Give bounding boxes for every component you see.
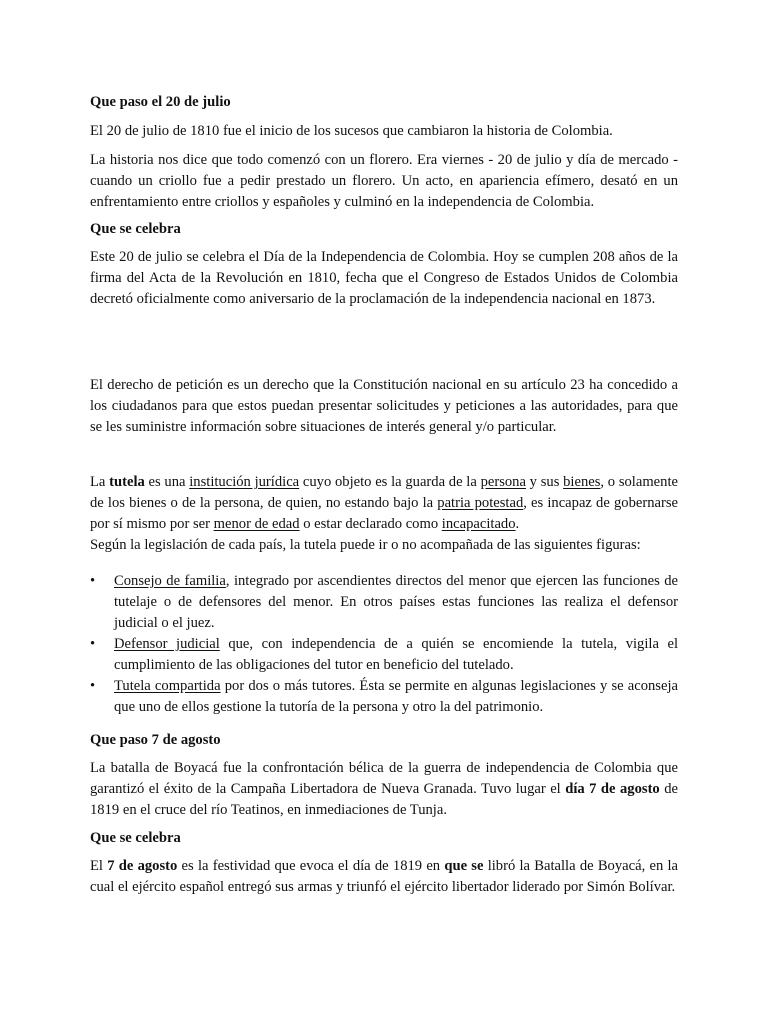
- link-defensor-judicial[interactable]: Defensor judicial: [114, 636, 220, 652]
- paragraph-festividad: [90, 856, 678, 898]
- link-persona[interactable]: persona: [480, 474, 526, 490]
- boyaca-bold-date: día 7 de agosto: [565, 781, 660, 797]
- tutela-text: .: [515, 516, 520, 532]
- paragraph-independencia: Este 20 de julio se celebra el Día de la Independencia de Colombia. Hoy se cumplen 208 años de la firma del Acta de la Revolución en 1810, fecha que el Congreso de Estados Unidos de Colombia decretó oficialmente como aniversario de la proclamación de la independencia nacional en 1873.: [90, 249, 678, 307]
- list-item: [90, 676, 678, 718]
- list-item: [90, 634, 678, 676]
- link-consejo-de-familia[interactable]: Consejo de familia: [114, 573, 226, 589]
- tutela-text: cuyo objeto es la guarda de la: [299, 474, 481, 490]
- festividad-bold-que-se: que se: [444, 858, 484, 874]
- list-item-text: que, con independencia de a quién se encomiende la tutela, vigila el cumplimiento de las obligaciones del tutor en beneficio del tutelado.: [114, 636, 679, 673]
- tutela-text: , es incapaz de gobernarse por sí mismo por ser: [90, 495, 678, 532]
- link-bienes[interactable]: bienes: [563, 474, 601, 490]
- boyaca-text: La batalla de Boyacá fue la confrontación bélica de la guerra de independencia de Colombia que garantizó el éxito de la Campaña Libertadora de Nueva Granada. Tuvo lugar el: [90, 760, 678, 797]
- link-incapacitado[interactable]: incapacitado: [441, 516, 516, 532]
- list-item: [90, 571, 678, 634]
- tutela-figuras-list: [90, 571, 678, 718]
- link-institucion-juridica[interactable]: institución jurídica: [189, 474, 300, 490]
- tutela-text: o estar declarado como: [299, 516, 442, 532]
- boyaca-text: de 1819 en el cruce del río Teatinos, en inmediaciones de Tunja.: [90, 781, 678, 818]
- festividad-text: es la festividad que evoca el día de 1819 en: [177, 858, 445, 874]
- link-patria-potestad[interactable]: patria potestad: [437, 495, 524, 511]
- heading-que-se-celebra-2: Que se celebra: [90, 830, 181, 846]
- tutela-text: , o solamente de los bienes o de la persona, de quien, no estando bajo la: [90, 474, 678, 511]
- bullet-icon: •: [90, 678, 96, 694]
- festividad-text: libró la Batalla de Boyacá, en la cual el ejército español entregó sus armas y triunfó el ejército libertador liderado por Simón Bolívar.: [90, 858, 679, 895]
- heading-que-se-celebra-1: Que se celebra: [90, 221, 181, 237]
- paragraph-20-julio-intro: El 20 de julio de 1810 fue el inicio de los sucesos que cambiaron la historia de Colombia.: [90, 123, 613, 139]
- paragraph-tutela: [90, 472, 678, 535]
- tutela-text: es una: [144, 474, 190, 490]
- paragraph-florero: La historia nos dice que todo comenzó con un florero. Era viernes - 20 de julio y día de mercado - cuando un criollo fue a pedir prestado un florero. Un acto, en apariencia efímero, desató en un enfrentamiento entre criollos y españoles y culminó en la independencia de Colombia.: [90, 152, 678, 210]
- link-menor-de-edad[interactable]: menor de edad: [213, 516, 300, 532]
- paragraph-tutela-figuras: Según la legislación de cada país, la tutela puede ir o no acompañada de las siguientes figuras:: [90, 537, 641, 553]
- bullet-icon: •: [90, 636, 96, 652]
- festividad-text: El: [90, 858, 108, 874]
- heading-7-agosto: Que paso 7 de agosto: [90, 732, 221, 748]
- paragraph-batalla-boyaca: [90, 758, 678, 821]
- bullet-icon: •: [90, 573, 96, 589]
- tutela-text: La: [90, 474, 110, 490]
- paragraph-derecho-peticion: El derecho de petición es un derecho que la Constitución nacional en su artículo 23 ha concedido a los ciudadanos para que estos puedan presentar solicitudes y peticiones a las autoridades, para que se les suministre información sobre situaciones de interés general y/o particular.: [90, 377, 678, 435]
- tutela-bold-term: tutela: [109, 474, 145, 490]
- list-item-text: , integrado por ascendientes directos del menor que ejercen las funciones de tutelaje o de defensores del menor. En otros países estas funciones las realiza el defensor judicial o el juez.: [114, 573, 678, 631]
- festividad-bold-date: 7 de agosto: [107, 858, 178, 874]
- tutela-text: y sus: [525, 474, 564, 490]
- link-tutela-compartida[interactable]: Tutela compartida: [114, 678, 221, 694]
- heading-20-julio: Que paso el 20 de julio: [90, 94, 231, 110]
- list-item-text: por dos o más tutores. Ésta se permite en algunas legislaciones y se aconseja que uno de ellos gestione la tutoría de la persona y otro la del patrimonio.: [114, 678, 678, 715]
